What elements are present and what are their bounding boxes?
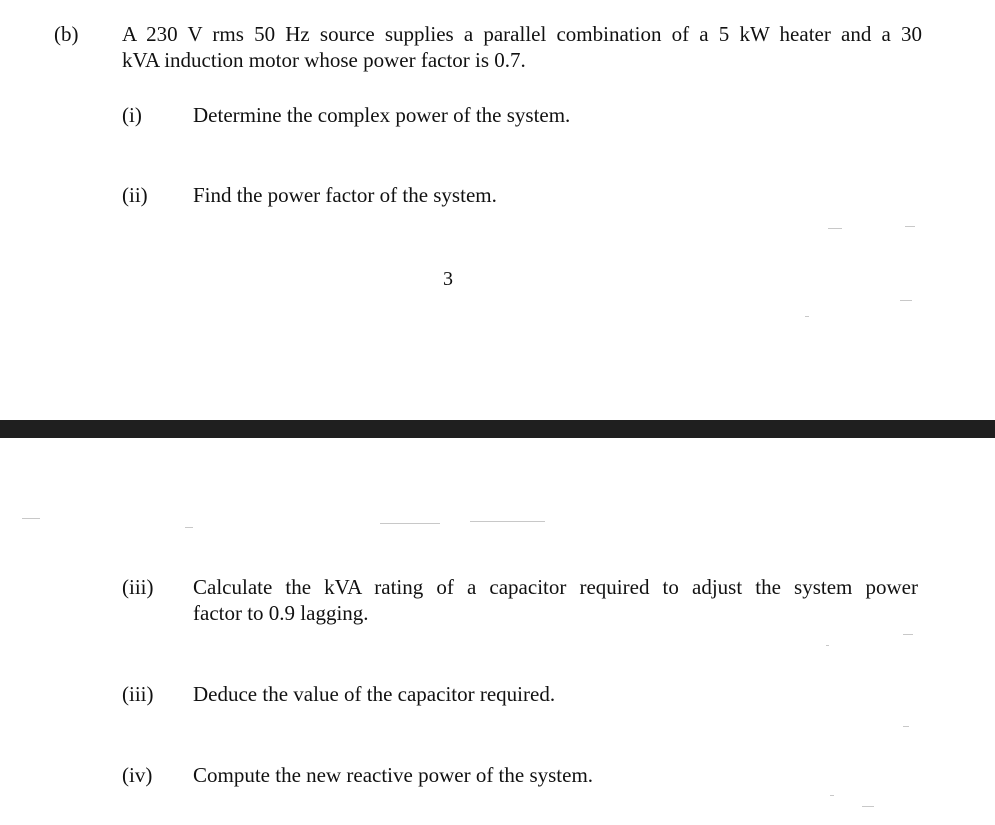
page-number: 3 xyxy=(443,268,453,290)
scan-artifact xyxy=(903,726,909,727)
scan-artifact xyxy=(905,226,915,227)
scan-artifact xyxy=(862,806,874,807)
question-3-line-2: factor to 0.9 lagging. xyxy=(193,601,369,625)
question-3-line-1: Calculate the kVA rating of a capacitor required to adjust the system power xyxy=(193,575,918,599)
scan-artifact xyxy=(185,527,193,528)
scan-artifact xyxy=(805,316,809,317)
question-3-text xyxy=(193,574,918,626)
scan-artifact xyxy=(900,300,912,301)
question-2-number: (ii) xyxy=(122,183,148,207)
scan-artifact xyxy=(903,634,913,635)
question-2-text: Find the power factor of the system. xyxy=(193,183,497,207)
question-intro xyxy=(122,21,922,73)
intro-line-2: kVA induction motor whose power factor is 0.7. xyxy=(122,48,526,72)
question-5-text: Compute the new reactive power of the system. xyxy=(193,763,594,787)
scan-artifact xyxy=(22,518,40,519)
scan-artifact xyxy=(826,645,829,646)
question-4-number: (iii) xyxy=(122,682,154,706)
part-label: (b) xyxy=(54,22,79,46)
scan-artifact xyxy=(470,521,545,522)
scan-artifact xyxy=(380,523,440,524)
question-3-number: (iii) xyxy=(122,575,154,599)
page-divider xyxy=(0,420,995,438)
question-1-number: (i) xyxy=(122,103,142,127)
question-5-number: (iv) xyxy=(122,763,153,787)
scan-artifact xyxy=(830,795,834,796)
intro-line-1: A 230 V rms 50 Hz source supplies a parallel combination of a 5 kW heater and a 30 xyxy=(122,22,922,46)
question-1-text: Determine the complex power of the system. xyxy=(193,103,571,127)
scan-artifact xyxy=(828,228,842,229)
question-4-text: Deduce the value of the capacitor required. xyxy=(193,682,556,706)
